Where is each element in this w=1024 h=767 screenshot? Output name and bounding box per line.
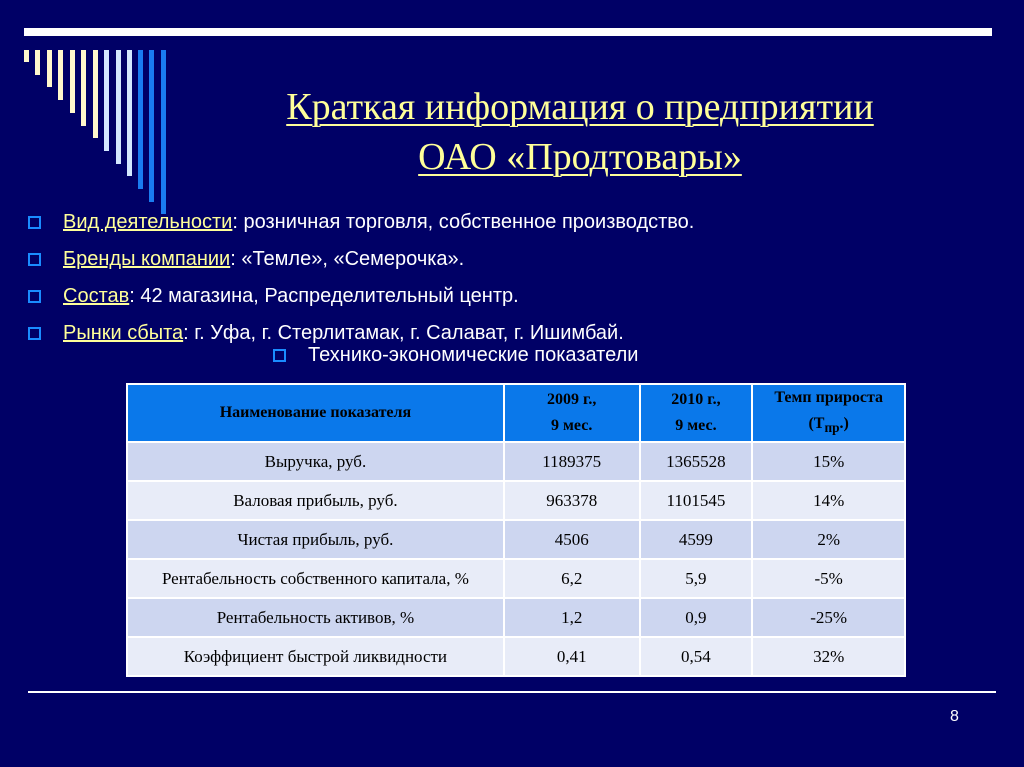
decorative-bar bbox=[149, 50, 154, 202]
square-bullet-icon bbox=[28, 216, 41, 229]
decorative-bar bbox=[70, 50, 75, 113]
bullet-text: : розничная торговля, собственное производство. bbox=[232, 211, 695, 233]
table-cell: Рентабельность активов, % bbox=[127, 598, 504, 637]
table-row bbox=[127, 520, 905, 559]
bullet-list bbox=[28, 204, 694, 352]
header-2010 bbox=[640, 384, 753, 442]
table-cell: 6,2 bbox=[504, 559, 640, 598]
table-cell: Выручка, руб. bbox=[127, 442, 504, 481]
table-caption bbox=[273, 344, 638, 367]
table-cell: 1189375 bbox=[504, 442, 640, 481]
table-cell: -25% bbox=[752, 598, 905, 637]
decorative-bar bbox=[93, 50, 98, 138]
table-cell: 0,54 bbox=[640, 637, 753, 676]
decorative-bar bbox=[35, 50, 40, 75]
indicators-table bbox=[126, 383, 906, 677]
table-cell: 4599 bbox=[640, 520, 753, 559]
table-cell: 0,9 bbox=[640, 598, 753, 637]
table-row bbox=[127, 559, 905, 598]
table-cell: 14% bbox=[752, 481, 905, 520]
bottom-rule bbox=[28, 691, 996, 693]
header-text: Темп прироста bbox=[774, 389, 883, 406]
bullet-text: : «Темле», «Семерочка». bbox=[230, 248, 465, 270]
decorative-bar bbox=[104, 50, 109, 151]
table-row bbox=[127, 598, 905, 637]
decorative-bar bbox=[116, 50, 121, 164]
decorative-bar bbox=[81, 50, 86, 126]
header-text: 9 мес. bbox=[675, 417, 717, 435]
bullet-item bbox=[28, 278, 694, 315]
bullet-text: : г. Уфа, г. Стерлитамак, г. Салават, г. Ишимбай. bbox=[183, 322, 624, 344]
bullet-item bbox=[28, 241, 694, 278]
bullet-label: Вид деятельности bbox=[63, 211, 233, 233]
slide-title bbox=[200, 82, 960, 182]
decorative-bar bbox=[47, 50, 52, 87]
table-cell: 1,2 bbox=[504, 598, 640, 637]
table-row bbox=[127, 481, 905, 520]
header-text: 2010 г., bbox=[671, 391, 721, 409]
decorative-bar bbox=[24, 50, 29, 62]
table-cell: 1365528 bbox=[640, 442, 753, 481]
table-cell: Рентабельность собственного капитала, % bbox=[127, 559, 504, 598]
bullet-text: : 42 магазина, Распределительный центр. bbox=[129, 285, 519, 307]
bullet-label: Рынки сбыта bbox=[63, 322, 184, 344]
table-row bbox=[127, 637, 905, 676]
square-bullet-icon bbox=[273, 349, 286, 362]
bullet-item bbox=[28, 204, 694, 241]
page-number: 8 bbox=[950, 708, 959, 725]
table-cell: Коэффициент быстрой ликвидности bbox=[127, 637, 504, 676]
table-cell: -5% bbox=[752, 559, 905, 598]
header-text: .) bbox=[839, 415, 849, 432]
header-text: 9 мес. bbox=[551, 417, 593, 435]
decorative-bar bbox=[138, 50, 143, 189]
table-cell: 1101545 bbox=[640, 481, 753, 520]
title-line-2: ОАО «Продтовары» bbox=[418, 136, 742, 178]
table-cell: 32% bbox=[752, 637, 905, 676]
table-cell: 4506 bbox=[504, 520, 640, 559]
table-caption-text: Технико-экономические показатели bbox=[308, 344, 639, 366]
decorative-bar bbox=[127, 50, 132, 176]
bullet-label: Бренды компании bbox=[63, 248, 231, 270]
header-2009 bbox=[504, 384, 640, 442]
bullet-label: Состав bbox=[63, 285, 130, 307]
table-cell: 15% bbox=[752, 442, 905, 481]
table-header-row bbox=[127, 384, 905, 442]
table-row bbox=[127, 442, 905, 481]
square-bullet-icon bbox=[28, 290, 41, 303]
table-cell: 0,41 bbox=[504, 637, 640, 676]
header-text: 2009 г., bbox=[546, 391, 597, 409]
square-bullet-icon bbox=[28, 327, 41, 340]
header-indicator: Наименование показателя bbox=[127, 384, 504, 442]
top-rule bbox=[24, 28, 992, 36]
table-cell: 963378 bbox=[504, 481, 640, 520]
decorative-bar bbox=[161, 50, 166, 214]
table-cell: Валовая прибыль, руб. bbox=[127, 481, 504, 520]
header-growth bbox=[752, 384, 905, 442]
table-cell: 5,9 bbox=[640, 559, 753, 598]
header-subscript: пр bbox=[824, 420, 840, 436]
decorative-bar bbox=[58, 50, 63, 100]
title-line-1: Краткая информация о предприятии bbox=[286, 86, 874, 128]
header-text: (Т bbox=[808, 415, 825, 432]
table-cell: 2% bbox=[752, 520, 905, 559]
square-bullet-icon bbox=[28, 253, 41, 266]
table-cell: Чистая прибыль, руб. bbox=[127, 520, 504, 559]
